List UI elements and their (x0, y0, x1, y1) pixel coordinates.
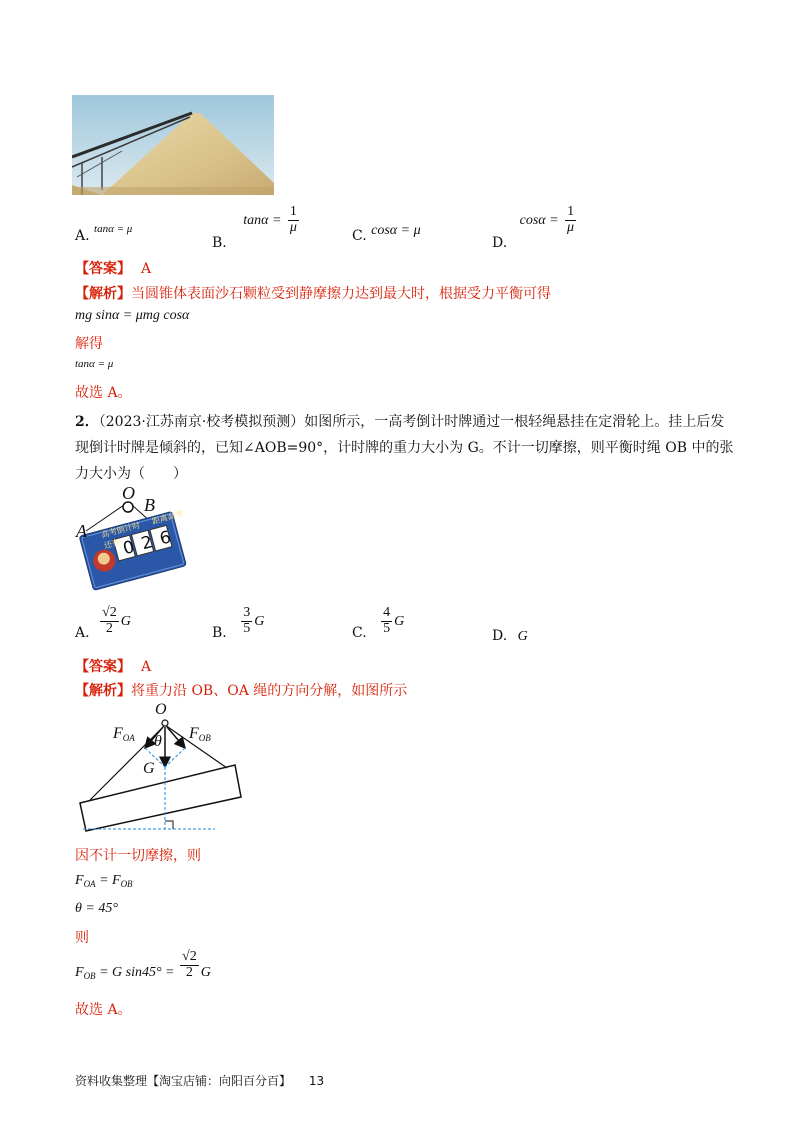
board-digit-1: 0 (120, 537, 137, 560)
q1-answer: 【答案】 A (75, 261, 152, 277)
q1-conclusion: 故选 A。 (75, 385, 132, 401)
q2-conclusion: 故选 A。 (75, 1002, 132, 1018)
q2-option-d[interactable]: D. G (492, 628, 528, 644)
q2-reason: 因不计一切摩擦，则 (75, 848, 201, 864)
force-decomposition-diagram (75, 701, 245, 835)
footer-text: 资料收集整理【淘宝店铺：向阳百分百】 (75, 1074, 292, 1088)
q1-analysis: 【解析】当圆锥体表面沙石颗粒受到静摩擦力达到最大时，根据受力平衡可得 (75, 286, 551, 302)
q2-stem-line-3: 力大小为（ ） (75, 466, 187, 482)
board-digit-3: 6 (157, 527, 174, 550)
fig2-label-o: O (155, 701, 167, 718)
fig2-label-theta: θ (154, 733, 162, 750)
fig1-label-o: O (122, 483, 135, 503)
q2-stem-line-1: 2．（2023·江苏南京·校考模拟预测）如图所示，一高考倒计时牌通过一根轻绳悬挂在定滑轮上。挂上后发 (75, 414, 725, 430)
q2-equation-3: $F_{OB} = G$ sin45° = $\frac{√2}{2}$ G (75, 949, 211, 982)
q1-option-b[interactable]: B. tanα = $\frac{1}{\mu}$ (212, 204, 297, 252)
q2-option-b[interactable]: B. $\frac{3}{5}$ G (212, 605, 265, 642)
page-number: 13 (308, 1074, 325, 1088)
q2-answer: 【答案】 A (75, 659, 152, 675)
board-digit-2: 2 (139, 532, 155, 555)
q1-option-d[interactable]: D. cosα = $\frac{1}{\mu}$ (492, 204, 575, 252)
q2-then: 则 (75, 930, 89, 946)
countdown-board-figure (72, 483, 192, 593)
fig2-label-foa: $F_{OA}$ (113, 725, 135, 743)
sand-pile-photo (72, 95, 274, 195)
q1-option-a[interactable]: A. $^{tan\alpha = \mu}$ (75, 223, 133, 244)
page-footer (75, 1072, 324, 1089)
q1-solve-word: 解得 (75, 336, 103, 352)
q2-stem-line-2: 现倒计时牌是倾斜的，已知∠AOB=90°，计时牌的重力大小为 G。不计一切摩擦，则平衡时绳 OB 中的张 (75, 440, 734, 456)
q2-equation-2: θ = 45° (75, 901, 118, 916)
board-banner-text: 高考倒计时 (100, 520, 142, 540)
fig2-label-fob: $F_{OB}$ (189, 725, 211, 743)
q2-option-c[interactable]: C. $\frac{4}{5}$ G (352, 605, 405, 642)
q1-equation-2: tanα = μ (75, 358, 114, 370)
q1-option-c[interactable]: C. cosα = μ (352, 223, 421, 244)
fig2-label-g: G (143, 760, 155, 777)
board-side-text: 距离高考还有 (103, 509, 185, 551)
q1-equation-1: mg sinα = μmg cosα (75, 308, 190, 323)
fig1-label-b: B (144, 495, 155, 515)
fig1-label-a: A (76, 521, 87, 541)
q2-equation-1: $F_{OA} = F_{OB}$ (75, 873, 133, 889)
q2-option-a[interactable]: A. $\frac{√2}{2}$ G (75, 605, 131, 642)
q2-analysis: 【解析】将重力沿 OB、OA 绳的方向分解，如图所示 (75, 683, 408, 699)
